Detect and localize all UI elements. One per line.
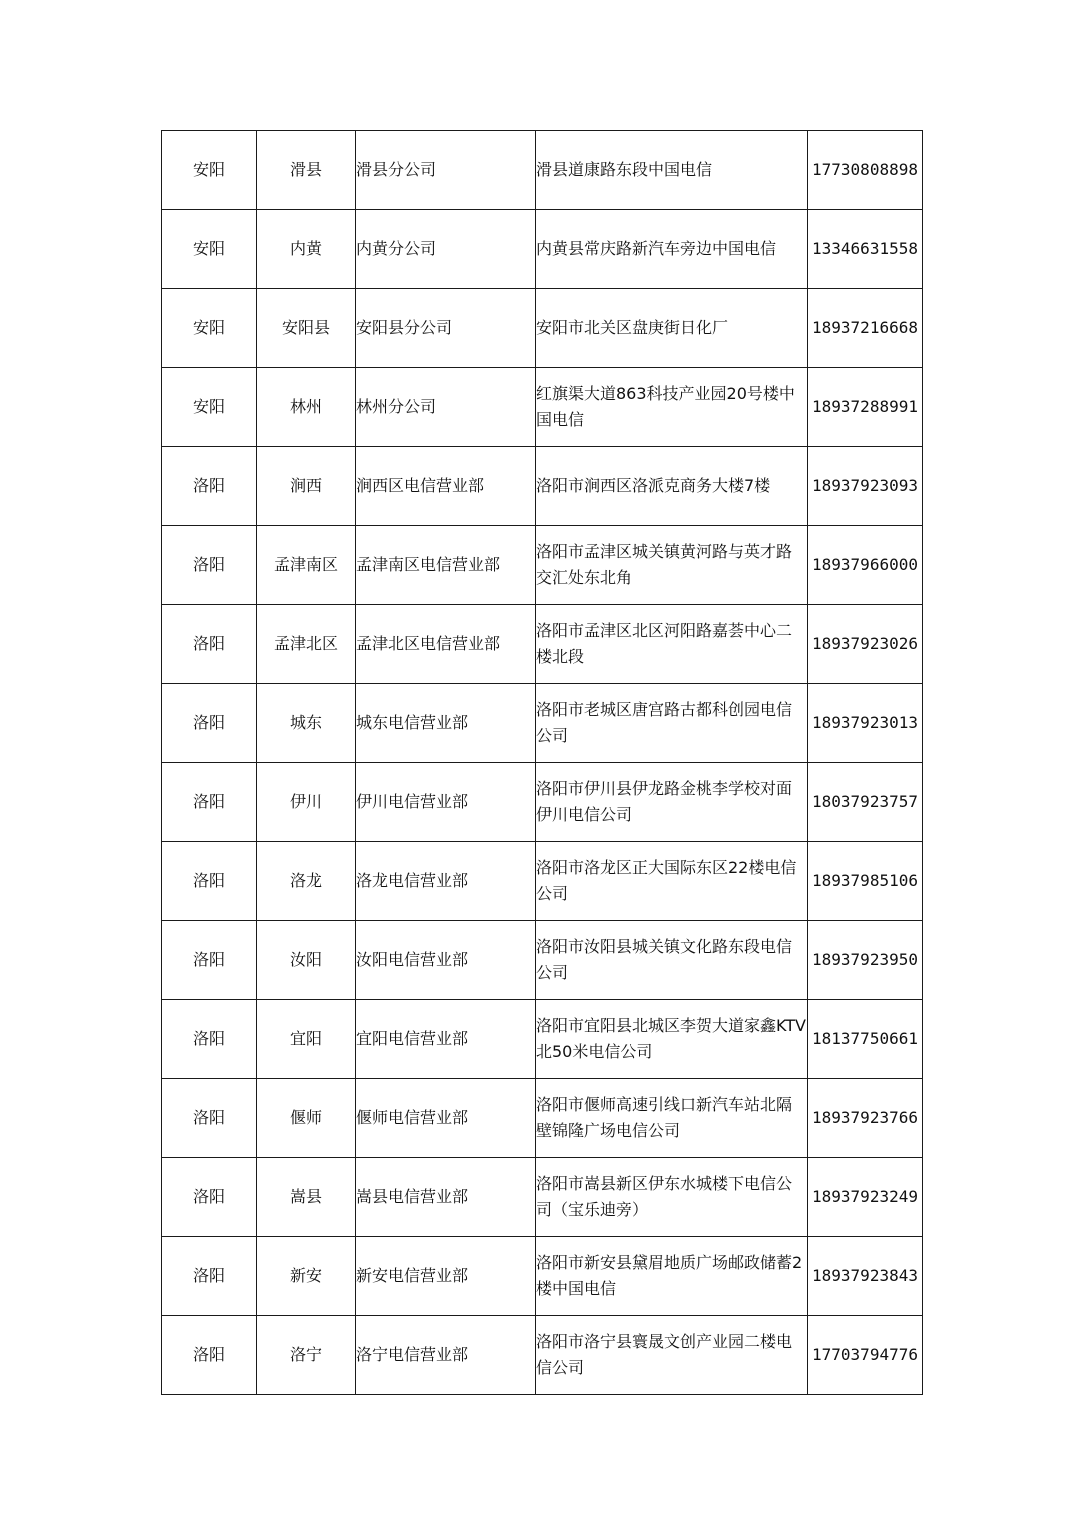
district-cell: 汝阳 (257, 921, 356, 1000)
branch-cell: 内黄分公司 (356, 210, 536, 289)
city-cell: 洛阳 (162, 842, 257, 921)
branch-cell: 偃师电信营业部 (356, 1079, 536, 1158)
table-row (162, 289, 923, 368)
city-cell: 洛阳 (162, 684, 257, 763)
phone-cell: 17730808898 (808, 131, 923, 210)
city-cell: 安阳 (162, 289, 257, 368)
phone-cell: 18937923950 (808, 921, 923, 1000)
telecom-branch-table (161, 130, 923, 1395)
branch-cell: 城东电信营业部 (356, 684, 536, 763)
branch-cell: 嵩县电信营业部 (356, 1158, 536, 1237)
table-row (162, 210, 923, 289)
phone-cell: 18037923757 (808, 763, 923, 842)
table-row (162, 921, 923, 1000)
city-cell: 洛阳 (162, 605, 257, 684)
district-cell: 宜阳 (257, 1000, 356, 1079)
district-cell: 滑县 (257, 131, 356, 210)
table-row (162, 605, 923, 684)
address-cell: 洛阳市宜阳县北城区李贺大道家鑫KTV北50米电信公司 (536, 1000, 808, 1079)
phone-cell: 18937923766 (808, 1079, 923, 1158)
city-cell: 安阳 (162, 131, 257, 210)
address-cell: 洛阳市老城区唐宫路古都科创园电信公司 (536, 684, 808, 763)
address-cell: 洛阳市伊川县伊龙路金桃李学校对面伊川电信公司 (536, 763, 808, 842)
branch-cell: 涧西区电信营业部 (356, 447, 536, 526)
district-cell: 嵩县 (257, 1158, 356, 1237)
phone-cell: 18937923249 (808, 1158, 923, 1237)
phone-cell: 18937923843 (808, 1237, 923, 1316)
address-cell: 安阳市北关区盘庚街日化厂 (536, 289, 808, 368)
branch-cell: 孟津北区电信营业部 (356, 605, 536, 684)
city-cell: 安阳 (162, 210, 257, 289)
address-cell: 洛阳市孟津区北区河阳路嘉荟中心二楼北段 (536, 605, 808, 684)
city-cell: 洛阳 (162, 1079, 257, 1158)
branch-cell: 洛龙电信营业部 (356, 842, 536, 921)
branch-cell: 汝阳电信营业部 (356, 921, 536, 1000)
phone-cell: 18937216668 (808, 289, 923, 368)
district-cell: 林州 (257, 368, 356, 447)
district-cell: 涧西 (257, 447, 356, 526)
address-cell: 洛阳市汝阳县城关镇文化路东段电信公司 (536, 921, 808, 1000)
phone-cell: 18937923093 (808, 447, 923, 526)
city-cell: 洛阳 (162, 1158, 257, 1237)
city-cell: 洛阳 (162, 763, 257, 842)
branch-cell: 孟津南区电信营业部 (356, 526, 536, 605)
branch-cell: 伊川电信营业部 (356, 763, 536, 842)
phone-cell: 18937923026 (808, 605, 923, 684)
city-cell: 洛阳 (162, 447, 257, 526)
district-cell: 洛宁 (257, 1316, 356, 1395)
district-cell: 伊川 (257, 763, 356, 842)
address-cell: 滑县道康路东段中国电信 (536, 131, 808, 210)
branch-cell: 安阳县分公司 (356, 289, 536, 368)
district-cell: 偃师 (257, 1079, 356, 1158)
city-cell: 安阳 (162, 368, 257, 447)
branch-cell: 滑县分公司 (356, 131, 536, 210)
address-cell: 洛阳市新安县黛眉地质广场邮政储蓄2楼中国电信 (536, 1237, 808, 1316)
city-cell: 洛阳 (162, 1237, 257, 1316)
district-cell: 孟津南区 (257, 526, 356, 605)
address-cell: 洛阳市洛龙区正大国际东区22楼电信公司 (536, 842, 808, 921)
table-row (162, 684, 923, 763)
phone-cell: 18137750661 (808, 1000, 923, 1079)
table-row (162, 368, 923, 447)
branch-cell: 洛宁电信营业部 (356, 1316, 536, 1395)
table-row (162, 1079, 923, 1158)
city-cell: 洛阳 (162, 1316, 257, 1395)
address-cell: 内黄县常庆路新汽车旁边中国电信 (536, 210, 808, 289)
table-row (162, 447, 923, 526)
address-cell: 洛阳市涧西区洛派克商务大楼7楼 (536, 447, 808, 526)
city-cell: 洛阳 (162, 921, 257, 1000)
table-row (162, 526, 923, 605)
table-row (162, 1316, 923, 1395)
district-cell: 安阳县 (257, 289, 356, 368)
table-row (162, 1000, 923, 1079)
phone-cell: 18937288991 (808, 368, 923, 447)
table-row (162, 763, 923, 842)
branch-cell: 宜阳电信营业部 (356, 1000, 536, 1079)
phone-cell: 18937923013 (808, 684, 923, 763)
branch-cell: 林州分公司 (356, 368, 536, 447)
city-cell: 洛阳 (162, 1000, 257, 1079)
address-cell: 洛阳市洛宁县寰晟文创产业园二楼电信公司 (536, 1316, 808, 1395)
address-cell: 洛阳市偃师高速引线口新汽车站北隔壁锦隆广场电信公司 (536, 1079, 808, 1158)
table-row (162, 131, 923, 210)
table-row (162, 1237, 923, 1316)
address-cell: 洛阳市嵩县新区伊东水城楼下电信公司（宝乐迪旁） (536, 1158, 808, 1237)
district-cell: 内黄 (257, 210, 356, 289)
phone-cell: 13346631558 (808, 210, 923, 289)
district-cell: 洛龙 (257, 842, 356, 921)
district-cell: 孟津北区 (257, 605, 356, 684)
branch-cell: 新安电信营业部 (356, 1237, 536, 1316)
district-cell: 新安 (257, 1237, 356, 1316)
table-row (162, 1158, 923, 1237)
address-cell: 洛阳市孟津区城关镇黄河路与英才路交汇处东北角 (536, 526, 808, 605)
phone-cell: 18937985106 (808, 842, 923, 921)
table-row (162, 842, 923, 921)
phone-cell: 17703794776 (808, 1316, 923, 1395)
city-cell: 洛阳 (162, 526, 257, 605)
address-cell: 红旗渠大道863科技产业园20号楼中国电信 (536, 368, 808, 447)
district-cell: 城东 (257, 684, 356, 763)
phone-cell: 18937966000 (808, 526, 923, 605)
